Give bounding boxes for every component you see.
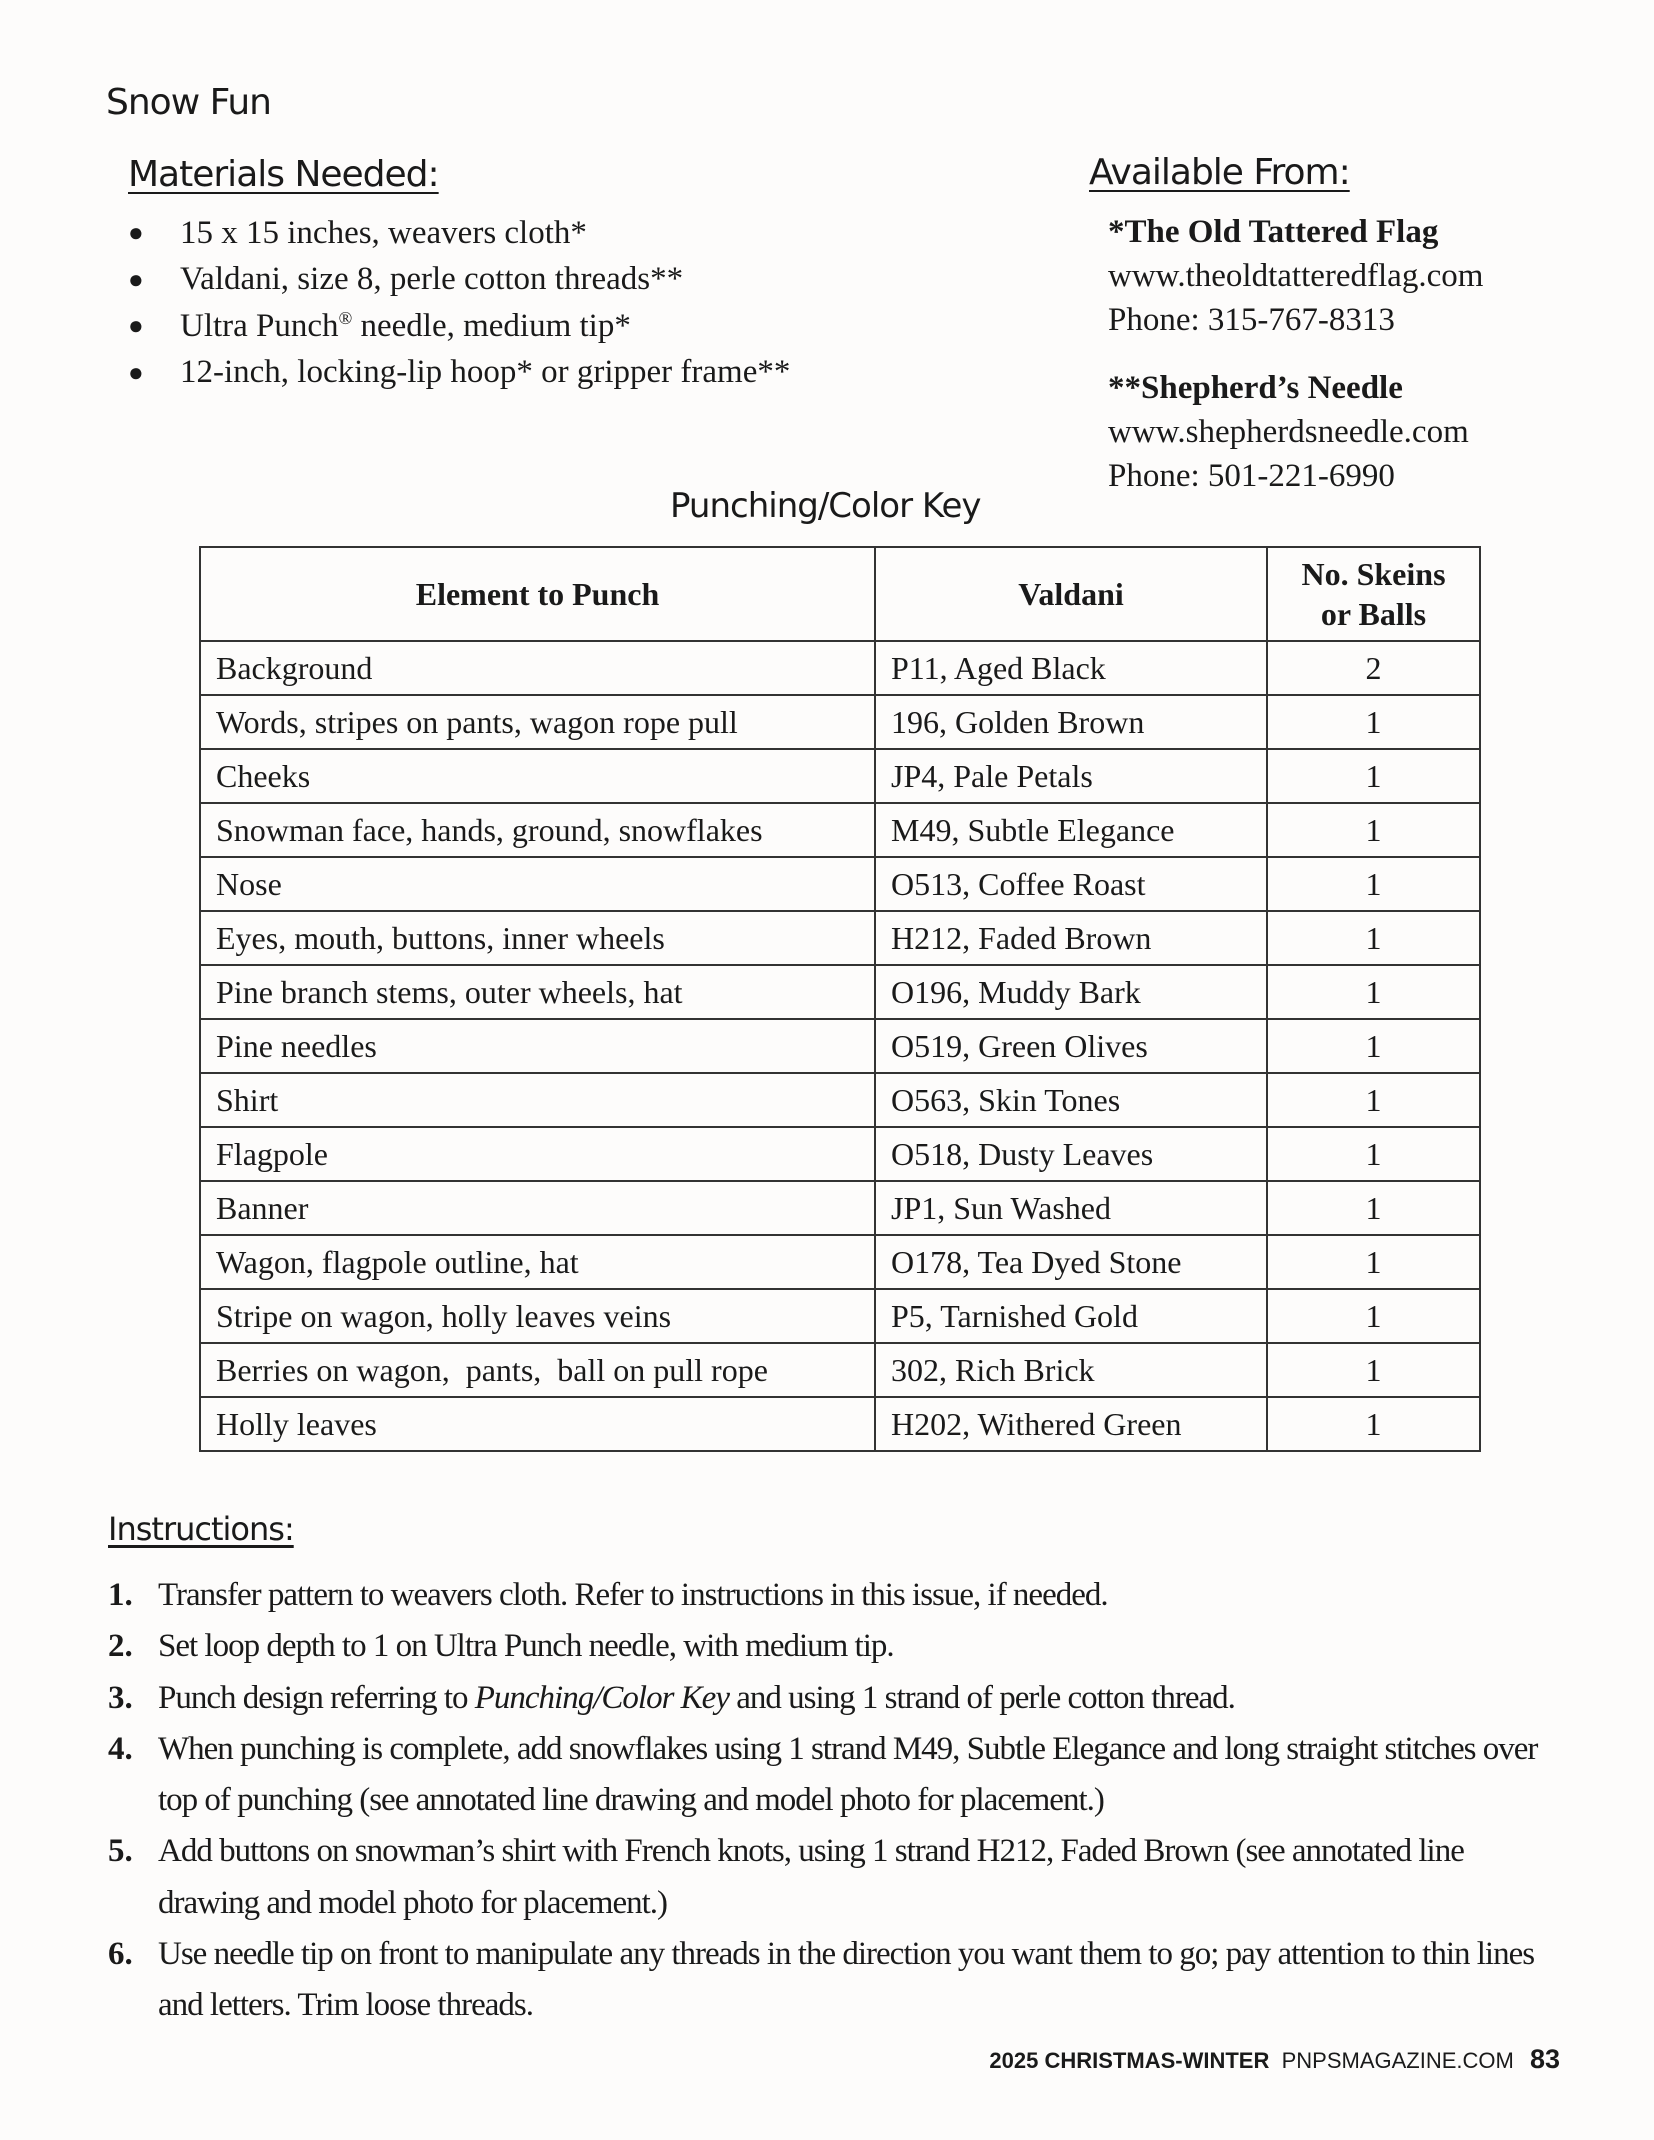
list-item xyxy=(128,303,790,350)
table-row xyxy=(200,1397,1480,1451)
element-cell: Shirt xyxy=(200,1073,875,1127)
bullet-icon: ● xyxy=(128,264,144,294)
item-text: Ultra Punch® needle, medium tip* xyxy=(180,307,631,344)
color-key-heading: Punching/Color Key xyxy=(670,486,981,526)
skeins-cell: 1 xyxy=(1267,1289,1480,1343)
skeins-cell: 1 xyxy=(1267,1343,1480,1397)
available-heading: Available From: xyxy=(1089,152,1350,193)
instruction-step: 1. Transfer pattern to weavers cloth. Refer to instructions in this issue, if needed. xyxy=(108,1577,1108,1613)
table-row xyxy=(200,1181,1480,1235)
vendor-name: *The Old Tattered Flag xyxy=(1108,214,1439,250)
page-footer xyxy=(989,2044,1560,2075)
valdani-cell: H202, Withered Green xyxy=(875,1397,1267,1451)
element-cell: Cheeks xyxy=(200,749,875,803)
materials-list xyxy=(128,210,790,396)
table-row xyxy=(200,641,1480,695)
valdani-cell: 196, Golden Brown xyxy=(875,695,1267,749)
valdani-cell: 302, Rich Brick xyxy=(875,1343,1267,1397)
element-cell: Holly leaves xyxy=(200,1397,875,1451)
table-row xyxy=(200,911,1480,965)
bullet-icon: ● xyxy=(128,357,144,387)
table-row xyxy=(200,1343,1480,1397)
bullet-icon: ● xyxy=(128,218,144,248)
element-cell: Pine branch stems, outer wheels, hat xyxy=(200,965,875,1019)
instruction-step: 3. Punch design referring to Punching/Color Key and using 1 strand of perle cotton thread. xyxy=(108,1679,1235,1716)
element-cell: Stripe on wagon, holly leaves veins xyxy=(200,1289,875,1343)
page-title: Snow Fun xyxy=(106,82,271,123)
color-key-table xyxy=(199,546,1481,1452)
instruction-step: 2. Set loop depth to 1 on Ultra Punch needle, with medium tip. xyxy=(108,1628,894,1665)
table-row xyxy=(200,965,1480,1019)
table-row xyxy=(200,1073,1480,1127)
list-item xyxy=(128,257,790,304)
item-text: 12-inch, locking-lip hoop* or gripper frame** xyxy=(180,354,791,391)
vendor-url[interactable]: www.theoldtatteredflag.com xyxy=(1108,258,1484,294)
valdani-cell: O178, Tea Dyed Stone xyxy=(875,1235,1267,1289)
skeins-cell: 1 xyxy=(1267,1181,1480,1235)
column-header: Valdani xyxy=(875,547,1267,641)
skeins-cell: 1 xyxy=(1267,1397,1480,1451)
vendor-1 xyxy=(1108,210,1483,342)
vendor-phone: Phone: 315-767-8313 xyxy=(1108,302,1395,338)
element-cell: Pine needles xyxy=(200,1019,875,1073)
element-cell: Nose xyxy=(200,857,875,911)
valdani-cell: O518, Dusty Leaves xyxy=(875,1127,1267,1181)
instructions-list xyxy=(108,1570,1568,2032)
skeins-cell: 2 xyxy=(1267,641,1480,695)
valdani-cell: P5, Tarnished Gold xyxy=(875,1289,1267,1343)
valdani-cell: O563, Skin Tones xyxy=(875,1073,1267,1127)
skeins-cell: 1 xyxy=(1267,857,1480,911)
skeins-cell: 1 xyxy=(1267,749,1480,803)
table-row xyxy=(200,749,1480,803)
element-cell: Banner xyxy=(200,1181,875,1235)
column-header: No. Skeins or Balls xyxy=(1267,547,1480,641)
valdani-cell: O519, Green Olives xyxy=(875,1019,1267,1073)
instructions-heading: Instructions: xyxy=(108,1510,294,1548)
element-cell: Wagon, flagpole outline, hat xyxy=(200,1235,875,1289)
materials-heading: Materials Needed: xyxy=(128,154,439,195)
skeins-cell: 1 xyxy=(1267,1019,1480,1073)
valdani-cell: O513, Coffee Roast xyxy=(875,857,1267,911)
item-text: 15 x 15 inches, weavers cloth* xyxy=(180,214,587,251)
element-cell: Words, stripes on pants, wagon rope pull xyxy=(200,695,875,749)
site-label: PNPSMAGAZINE.COM xyxy=(1281,2048,1514,2073)
valdani-cell: JP4, Pale Petals xyxy=(875,749,1267,803)
valdani-cell: P11, Aged Black xyxy=(875,641,1267,695)
skeins-cell: 1 xyxy=(1267,965,1480,1019)
table-row xyxy=(200,1127,1480,1181)
vendor-phone: Phone: 501-221-6990 xyxy=(1108,458,1395,494)
table-row xyxy=(200,857,1480,911)
vendor-name: **Shepherd’s Needle xyxy=(1108,370,1403,406)
skeins-cell: 1 xyxy=(1267,803,1480,857)
item-text: Valdani, size 8, perle cotton threads** xyxy=(180,261,684,298)
list-item xyxy=(128,210,790,257)
element-cell: Background xyxy=(200,641,875,695)
table-row xyxy=(200,1019,1480,1073)
skeins-cell: 1 xyxy=(1267,1073,1480,1127)
instruction-step: 5. Add buttons on snowman’s shirt with French knots, using 1 strand H212, Faded Brown (see annotated line drawing and model photo for placement.) xyxy=(108,1833,1464,1921)
instruction-step: 4. When punching is complete, add snowflakes using 1 strand M49, Subtle Elegance and long straight stitches over top of punching (see annotated line drawing and model photo for placement.) xyxy=(108,1730,1538,1819)
skeins-cell: 1 xyxy=(1267,695,1480,749)
issue-label: 2025 CHRISTMAS-WINTER xyxy=(989,2048,1270,2073)
vendor-2 xyxy=(1108,366,1469,498)
table-row xyxy=(200,1289,1480,1343)
valdani-cell: H212, Faded Brown xyxy=(875,911,1267,965)
skeins-cell: 1 xyxy=(1267,1235,1480,1289)
skeins-cell: 1 xyxy=(1267,911,1480,965)
element-cell: Flagpole xyxy=(200,1127,875,1181)
element-cell: Snowman face, hands, ground, snowflakes xyxy=(200,803,875,857)
valdani-cell: JP1, Sun Washed xyxy=(875,1181,1267,1235)
table-row xyxy=(200,803,1480,857)
element-cell: Eyes, mouth, buttons, inner wheels xyxy=(200,911,875,965)
bullet-icon: ● xyxy=(128,311,144,341)
skeins-cell: 1 xyxy=(1267,1127,1480,1181)
column-header: Element to Punch xyxy=(200,547,875,641)
table-row xyxy=(200,695,1480,749)
valdani-cell: M49, Subtle Elegance xyxy=(875,803,1267,857)
instruction-step: 6. Use needle tip on front to manipulate any threads in the direction you want them to go; pay attention to thin lines and letters. Trim loose threads. xyxy=(108,1936,1535,2024)
element-cell: Berries on wagon, pants, ball on pull rope xyxy=(200,1343,875,1397)
page-number: 83 xyxy=(1529,2044,1560,2074)
valdani-cell: O196, Muddy Bark xyxy=(875,965,1267,1019)
list-item xyxy=(128,350,790,397)
vendor-url[interactable]: www.shepherdsneedle.com xyxy=(1108,414,1469,450)
table-row xyxy=(200,1235,1480,1289)
